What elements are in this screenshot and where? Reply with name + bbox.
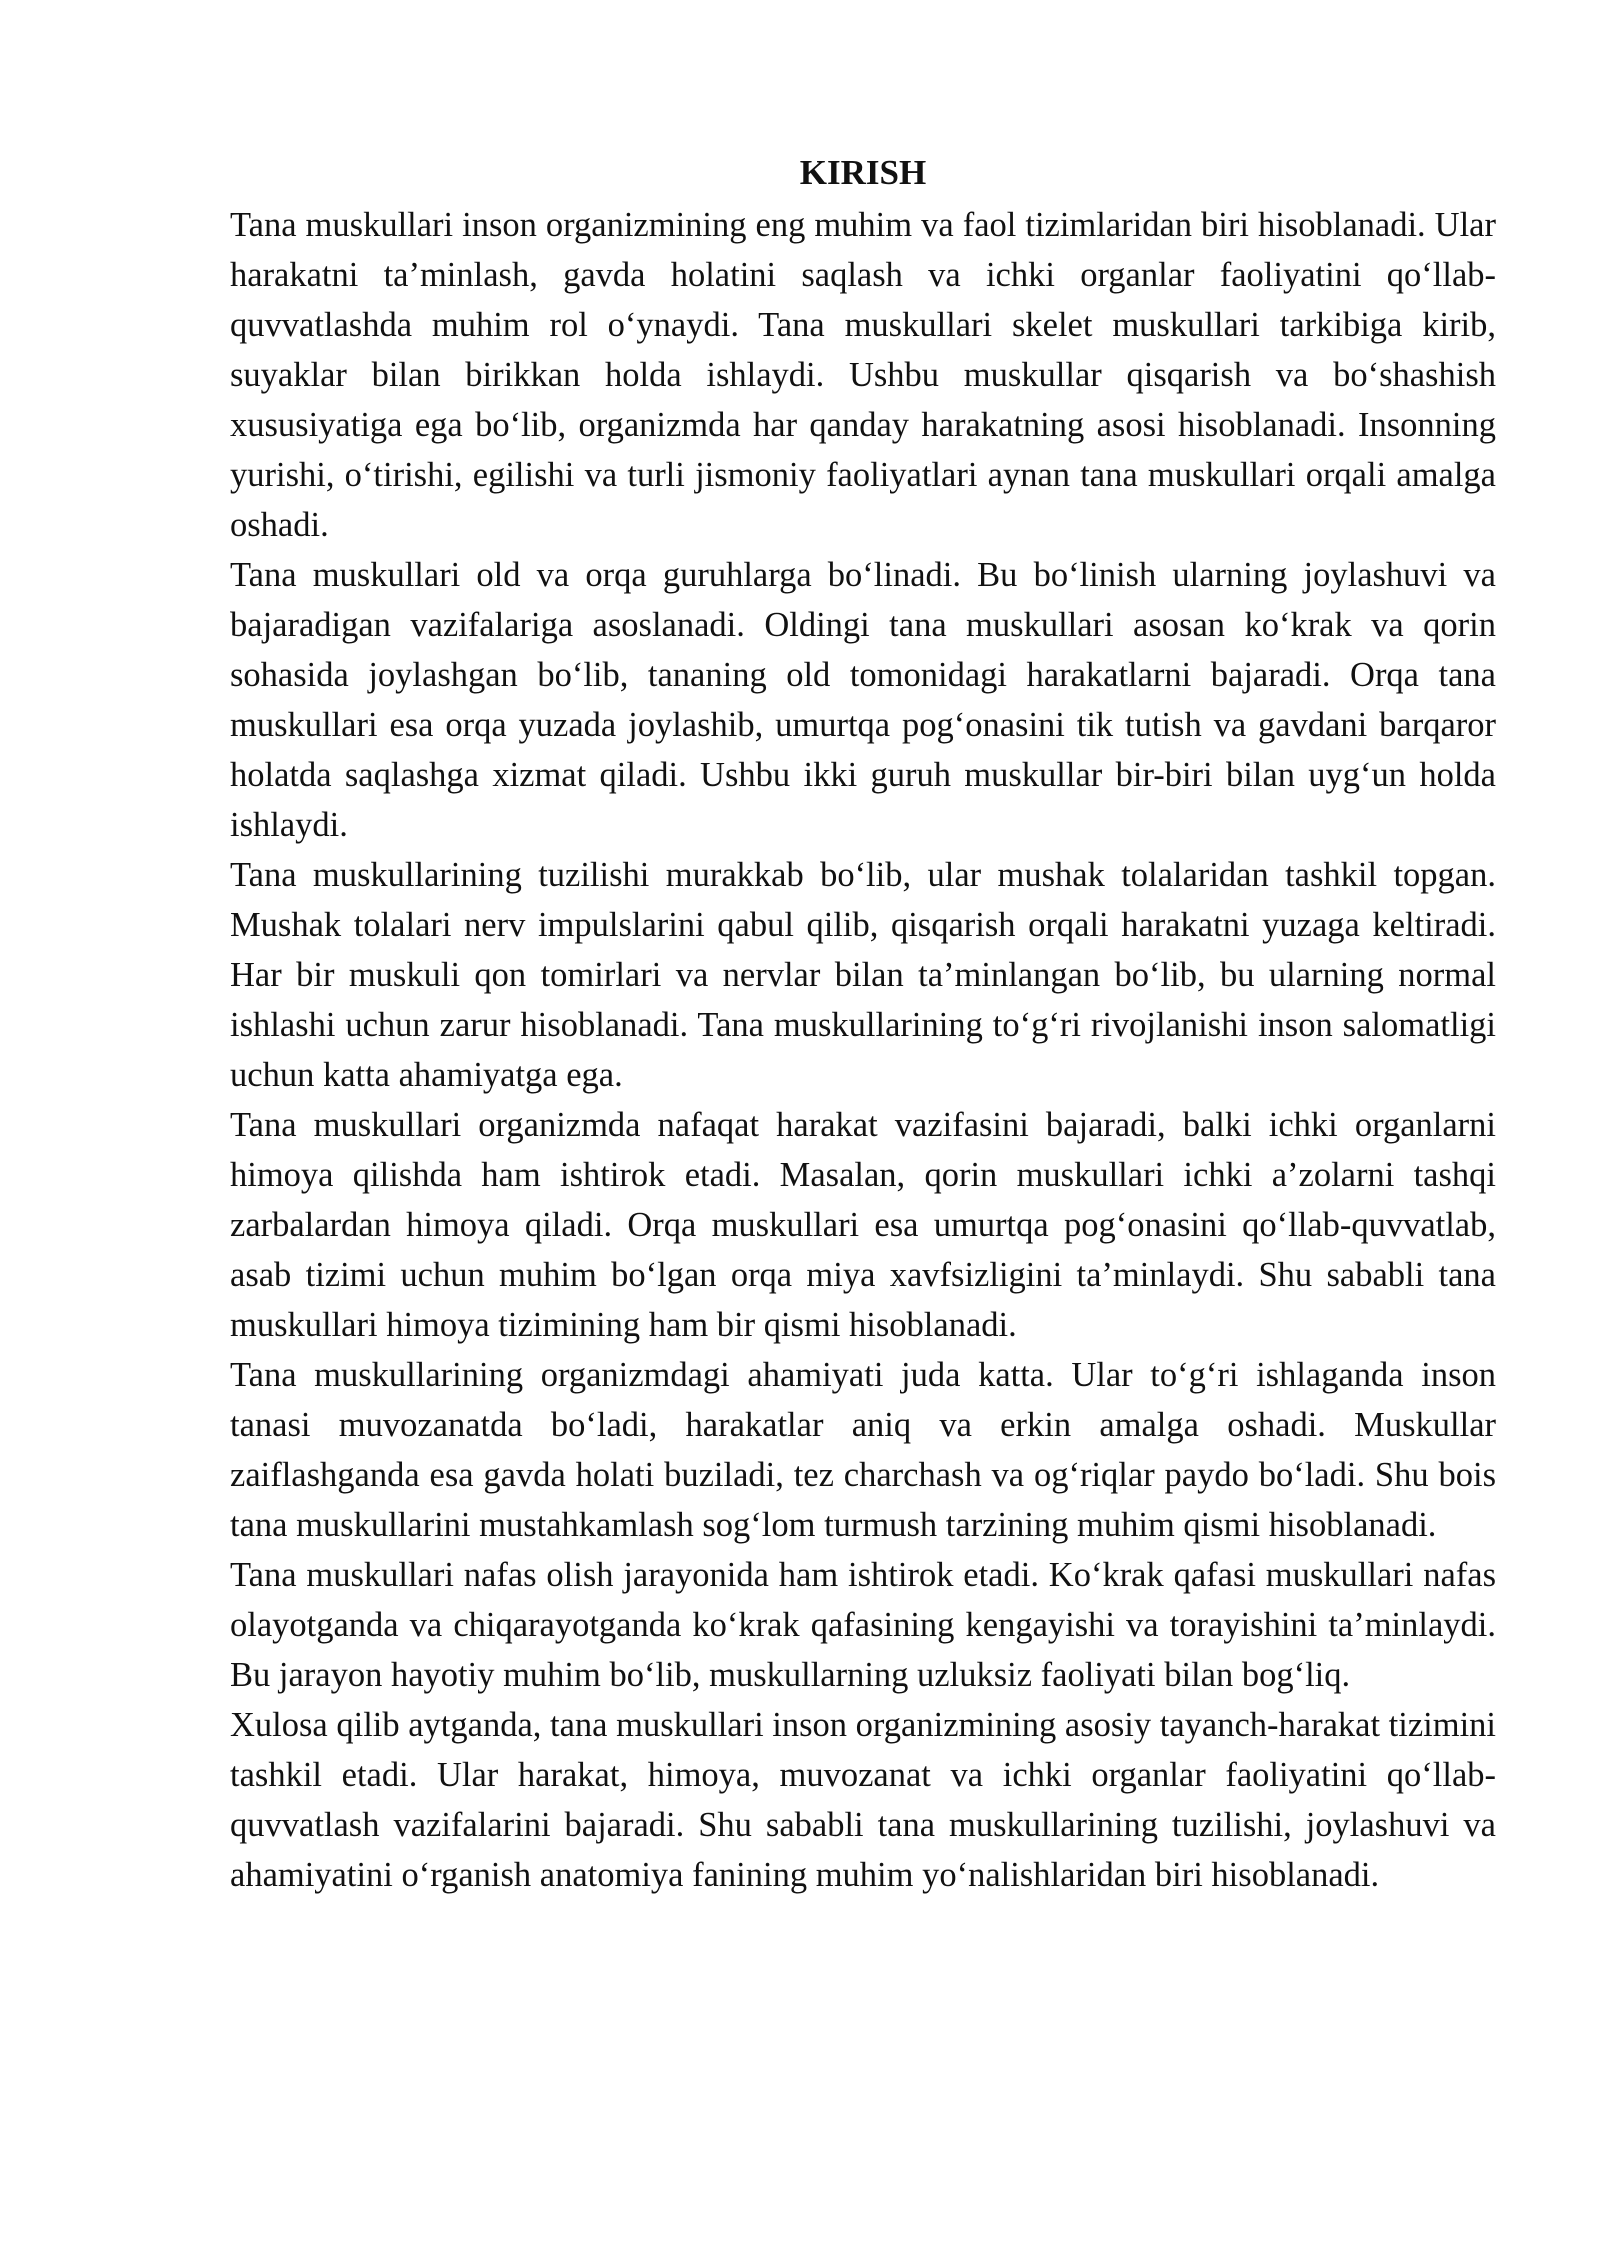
document-body [230, 148, 1496, 1900]
page-title: KIRISH [799, 153, 927, 192]
paragraph-6: Tana muskullari nafas olish jarayonida ham ishtirok etadi. Ko‘krak qafasi muskullari nafas olayotganda va chiqarayotganda ko‘krak qafasining kengayishi va torayishini ta’minlaydi. Bu jarayon hayotiy muhim bo‘lib, muskullarning uzluksiz faoliyati bilan bog‘liq. [230, 1556, 1496, 1694]
paragraph-7: Xulosa qilib aytganda, tana muskullari inson organizmining asosiy tayanch-harakat tizimini tashkil etadi. Ular harakat, himoya, muvozanat va ichki organlar faoliyatini qo‘llab-quvvatlash vazifalarini bajaradi. Shu sababli tana muskullarining tuzilishi, joylashuvi va ahamiyatini o‘rganish anatomiya fanining muhim yo‘nalishlaridan biri hisoblanadi. [230, 1706, 1496, 1894]
paragraph-5: Tana muskullarining organizmdagi ahamiyati juda katta. Ular to‘g‘ri ishlaganda inson tanasi muvozanatda bo‘ladi, harakatlar aniq va erkin amalga oshadi. Muskullar zaiflashganda esa gavda holati buziladi, tez charchash va og‘riqlar paydo bo‘ladi. Shu bois tana muskullarini mustahkamlash sog‘lom turmush tarzining muhim qismi hisoblanadi. [230, 1356, 1496, 1544]
paragraph-1: Tana muskullari inson organizmining eng muhim va faol tizimlaridan biri hisoblanadi. Ular harakatni ta’minlash, gavda holatini saqlash va ichki organlar faoliyatini qo‘llab-quvvatlashda muhim rol o‘ynaydi. Tana muskullari skelet muskullari tarkibiga kirib, suyaklar bilan birikkan holda ishlaydi. Ushbu muskullar qisqarish va bo‘shashish xususiyatiga ega bo‘lib, organizmda har qanday harakatning asosi hisoblanadi. Insonning yurishi, o‘tirishi, egilishi va turli jismoniy faoliyatlari aynan tana muskullari orqali amalga oshadi. [230, 206, 1496, 544]
paragraph-2: Tana muskullari old va orqa guruhlarga bo‘linadi. Bu bo‘linish ularning joylashuvi va bajaradigan vazifalariga asoslanadi. Oldingi tana muskullari asosan ko‘krak va qorin sohasida joylashgan bo‘lib, tananing old tomonidagi harakatlarni bajaradi. Orqa tana muskullari esa orqa yuzada joylashib, umurtqa pog‘onasini tik tutish va gavdani barqaror holatda saqlashga xizmat qiladi. Ushbu ikki guruh muskullar bir-biri bilan uyg‘un holda ishlaydi. [230, 556, 1496, 844]
paragraph-4: Tana muskullari organizmda nafaqat harakat vazifasini bajaradi, balki ichki organlarni himoya qilishda ham ishtirok etadi. Masalan, qorin muskullari ichki a’zolarni tashqi zarbalardan himoya qiladi. Orqa muskullari esa umurtqa pog‘onasini qo‘llab-quvvatlab, asab tizimi uchun muhim bo‘lgan orqa miya xavfsizligini ta’minlaydi. Shu sababli tana muskullari himoya tizimining ham bir qismi hisoblanadi. [230, 1106, 1496, 1344]
paragraph-3: Tana muskullarining tuzilishi murakkab bo‘lib, ular mushak tolalaridan tashkil topgan. Mushak tolalari nerv impulslarini qabul qilib, qisqarish orqali harakatni yuzaga keltiradi. Har bir muskuli qon tomirlari va nervlar bilan ta’minlangan bo‘lib, bu ularning normal ishlashi uchun zarur hisoblanadi. Tana muskullarining to‘g‘ri rivojlanishi inson salomatligi uchun katta ahamiyatga ega. [230, 856, 1496, 1094]
